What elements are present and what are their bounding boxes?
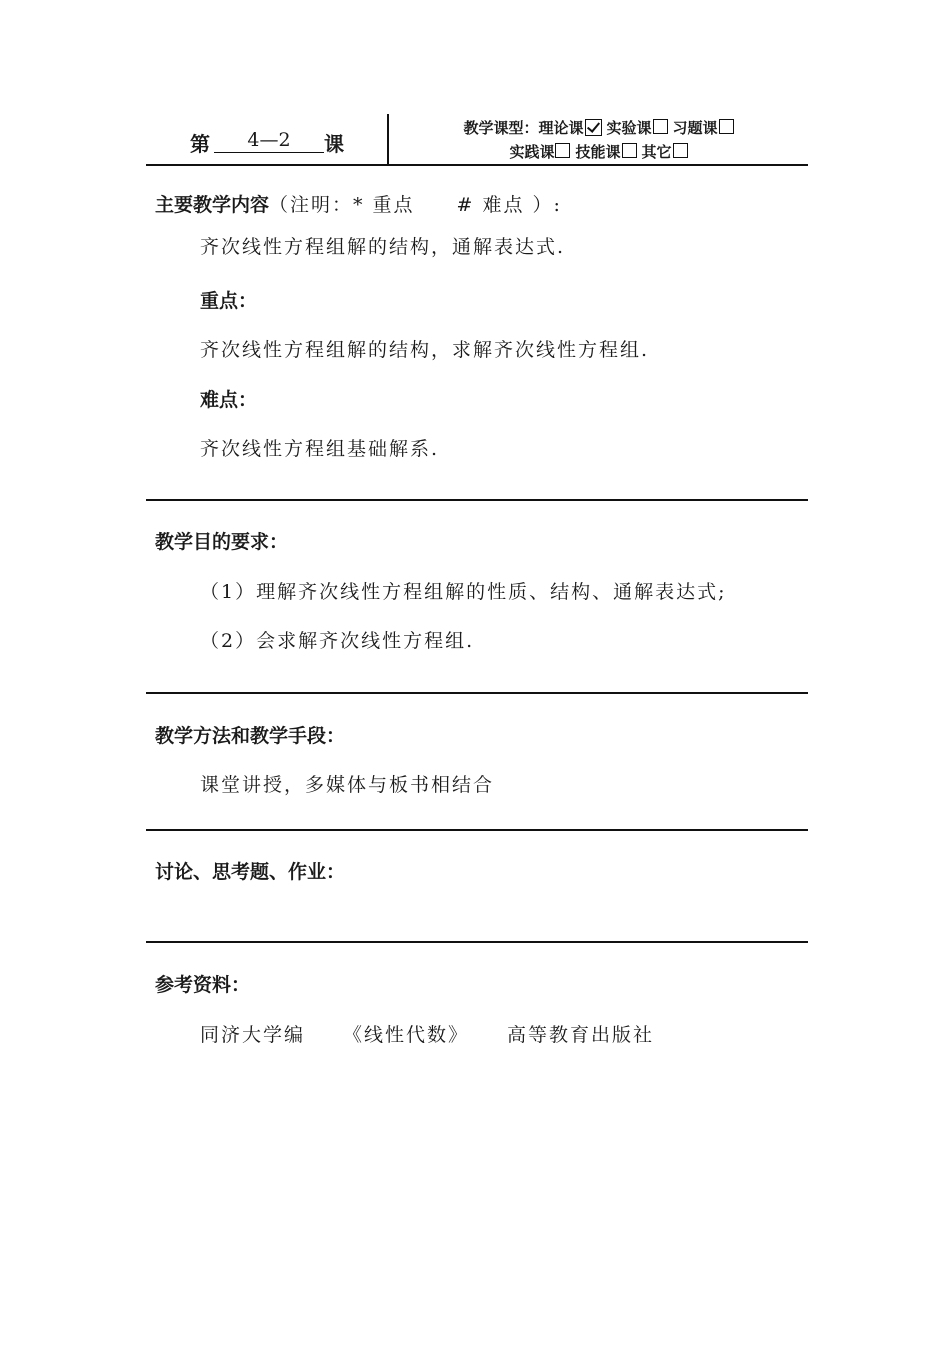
key-points-label: 重点：	[200, 290, 258, 312]
section-rule	[146, 941, 808, 943]
methods-label: 教学方法和教学手段：	[155, 725, 346, 747]
objective-item: （2）会求解齐次线性方程组.	[200, 630, 475, 652]
main-content-note: （注明：* 重点 # 难点 ）:	[269, 194, 562, 216]
difficult-points-label: 难点：	[200, 389, 258, 411]
key-points-text: 齐次线性方程组解的结构，求解齐次线性方程组.	[200, 339, 650, 361]
type-skill-label: 技能课	[575, 143, 621, 161]
main-content-label: 主要教学内容	[155, 194, 270, 216]
type-skill-checkbox[interactable]	[622, 143, 637, 158]
objectives-label: 教学目的要求：	[155, 531, 289, 553]
lesson-header	[146, 112, 808, 166]
difficult-points-text: 齐次线性方程组基础解系.	[200, 438, 440, 460]
type-exercise-label: 习题课	[672, 119, 718, 137]
reference-entry	[200, 1020, 654, 1047]
reference-author: 同济大学编	[200, 1024, 306, 1046]
header-divider	[387, 114, 389, 166]
type-theory-label: 理论课	[538, 119, 584, 137]
header-rule	[146, 164, 808, 166]
objective-item: （1）理解齐次线性方程组解的性质、结构、通解表达式;	[200, 581, 727, 603]
type-practice-checkbox[interactable]	[555, 143, 570, 158]
type-other-checkbox[interactable]	[673, 143, 688, 158]
course-type-row-1	[394, 116, 808, 140]
references-label: 参考资料：	[155, 974, 251, 996]
section-rule	[146, 499, 808, 501]
main-content-text: 齐次线性方程组解的结构，通解表达式.	[200, 236, 566, 258]
type-lab-label: 实验课	[606, 119, 652, 137]
course-type-label: 教学课型：	[463, 119, 539, 137]
lesson-number: 4—2	[214, 128, 324, 153]
type-theory-checkbox[interactable]	[585, 119, 602, 136]
section-rule	[146, 692, 808, 694]
reference-publisher: 高等教育出版社	[507, 1024, 655, 1046]
type-practice-label: 实践课	[509, 143, 555, 161]
lesson-suffix: 课	[324, 132, 344, 156]
lesson-prefix: 第	[190, 132, 210, 156]
course-type-block	[394, 116, 808, 164]
main-content-heading	[155, 190, 562, 217]
section-rule	[146, 829, 808, 831]
type-exercise-checkbox[interactable]	[719, 119, 734, 134]
lesson-number-block	[146, 112, 388, 166]
type-lab-checkbox[interactable]	[653, 119, 668, 134]
reference-title: 《线性代数》	[343, 1024, 470, 1046]
course-type-row-2	[394, 140, 808, 164]
discussion-label: 讨论、思考题、作业：	[155, 861, 346, 883]
type-other-label: 其它	[641, 143, 672, 161]
methods-text: 课堂讲授，多媒体与板书相结合	[200, 774, 495, 796]
